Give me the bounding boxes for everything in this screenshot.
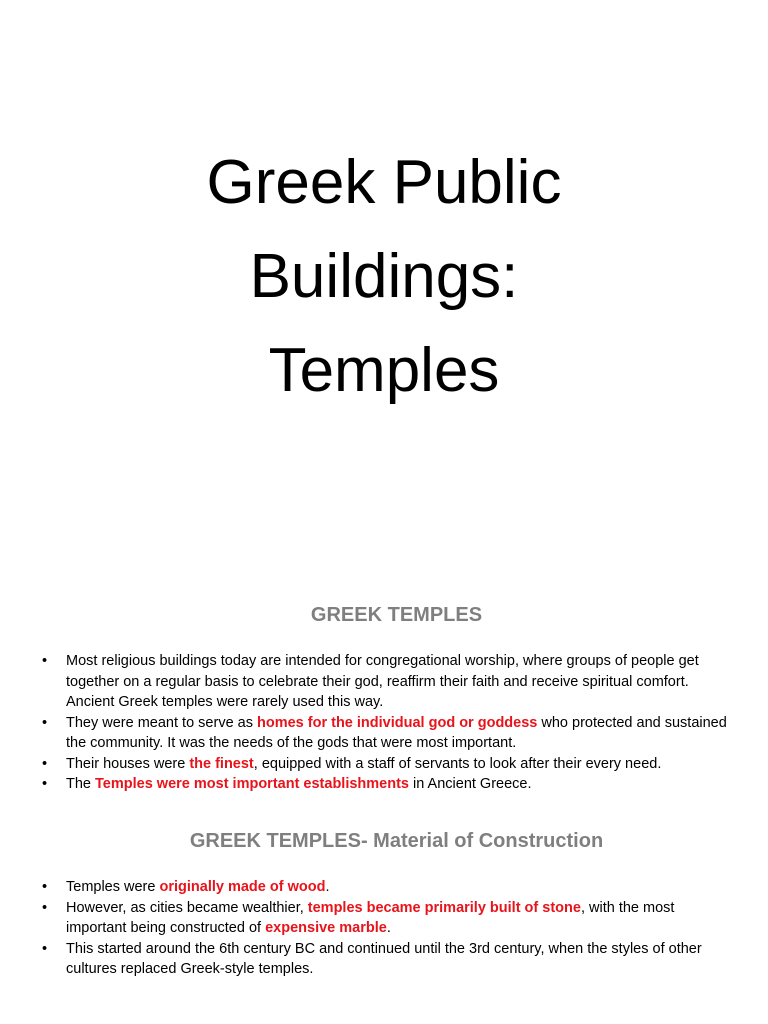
material-bullet-list: [42, 877, 732, 980]
bullet-text: However, as cities became wealthier,: [66, 899, 308, 916]
bullet-item-built-of-stone: [42, 898, 732, 939]
bullet-item-made-of-wood: [42, 877, 732, 898]
bullet-icon: •: [42, 776, 48, 792]
bullet-item-6th-century: [42, 939, 732, 980]
bullet-icon: •: [42, 940, 48, 957]
bullet-icon: •: [42, 899, 48, 916]
bullet-icon: •: [42, 879, 48, 895]
highlight-text: expensive marble: [265, 920, 387, 936]
bullet-icon: •: [42, 755, 48, 772]
highlight-text: homes for the individual god or goddess: [257, 714, 538, 731]
bullet-item-congregational-worship: [42, 651, 732, 713]
bullet-text: in Ancient Greece.: [409, 776, 532, 792]
bullet-text: .: [325, 879, 330, 895]
bullet-text: Their houses were: [66, 755, 190, 772]
highlight-text: temples became primarily built of stone: [307, 899, 581, 916]
bullet-icon: •: [42, 653, 48, 669]
bullet-text: who protected and sustained the community. It was the needs of the gods that were most important.: [66, 714, 727, 751]
title-line-2: Buildings:: [249, 242, 519, 311]
highlight-text: Temples were most important establishments: [95, 776, 409, 792]
bullet-text: Temples were: [66, 879, 160, 895]
title-line-1: Greek Public: [206, 148, 562, 217]
slide-title: [0, 136, 768, 418]
bullet-text: The: [66, 776, 96, 792]
bullet-icon: •: [42, 714, 48, 731]
bullet-item-most-important-establishments: [42, 774, 732, 795]
bullet-text: Most religious buildings today are intended for congregational worship, where groups of people get together on a regular basis to celebrate their god, reaffirm their faith and receive spiritual comfort. Ancient Greek temples were rarely used this way.: [66, 653, 699, 710]
bullet-text: This started around the 6th century BC and continued until the 3rd century, when the styles of other cultures replaced Greek-style temples.: [66, 940, 702, 977]
highlight-text: the finest: [189, 755, 254, 772]
section-heading-greek-temples: GREEK TEMPLES: [310, 604, 483, 626]
greek-temples-bullet-list: [42, 651, 732, 795]
bullet-item-homes-for-gods: [42, 713, 732, 754]
bullet-text: They were meant to serve as: [66, 714, 257, 731]
bullet-item-the-finest: [42, 754, 732, 775]
bullet-text: , with the most important being constructed of: [66, 899, 675, 936]
section-heading-material-of-construction: GREEK TEMPLES- Material of Construction: [189, 830, 604, 852]
title-line-3: Temples: [268, 336, 500, 405]
highlight-text: originally made of wood: [159, 879, 326, 895]
bullet-text: .: [386, 920, 391, 936]
bullet-text: , equipped with a staff of servants to look after their every need.: [253, 755, 662, 772]
